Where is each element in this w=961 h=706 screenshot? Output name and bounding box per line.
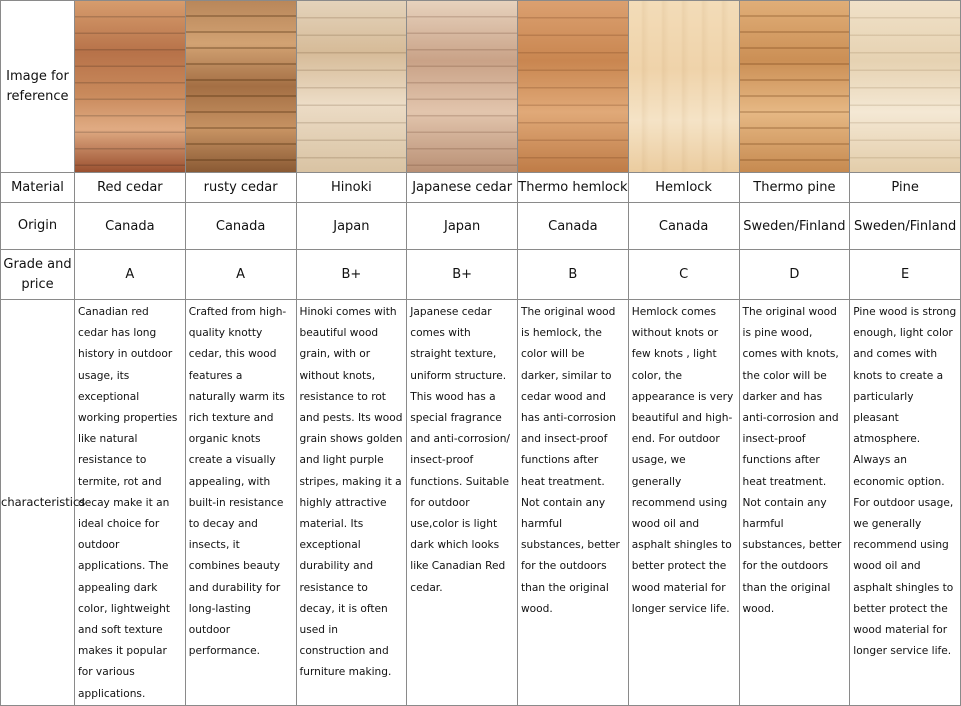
origin-row <box>1 203 961 250</box>
material-cell: Thermo hemlock <box>518 173 629 203</box>
material-cell: Hemlock <box>628 173 739 203</box>
characteristics-cell: Japanese cedar comes with straight texture, uniform structure. This wood has a special fragrance and anti-corrosion/ insect-proof functions. Suitable for outdoor use,color is light dark which looks like Canadian Red cedar. <box>407 300 518 706</box>
characteristics-cell: Hinoki comes with beautiful wood grain, with or without knots, resistance to rot and pests. Its wood grain shows golden and light purple stripes, making it a highly attractive material. Its exceptional durability and resistance to decay, it is often used in construction and furniture making. <box>296 300 407 706</box>
wood-texture-image <box>75 1 185 172</box>
grade-cell: A <box>185 250 296 300</box>
origin-cell: Japan <box>407 203 518 250</box>
row-label-characteristics: characteristics <box>1 300 75 706</box>
wood-swatch-pine <box>850 1 961 173</box>
wood-swatch-thermo-hemlock <box>518 1 629 173</box>
wood-swatch-thermo-pine <box>739 1 850 173</box>
material-row <box>1 173 961 203</box>
grade-row <box>1 250 961 300</box>
characteristics-cell: Pine wood is strong enough, light color and comes with knots to create a particularly pleasant atmosphere. Always an economic option. For outdoor usage, we generally recommend using wood oil and asphalt shingles to better protect the wood material for longer service life. <box>850 300 961 706</box>
row-label-grade: Grade and price <box>1 250 75 300</box>
origin-cell: Sweden/Finland <box>850 203 961 250</box>
row-label-origin: Origin <box>1 203 75 250</box>
wood-texture-image <box>850 1 960 172</box>
wood-texture-image <box>297 1 407 172</box>
grade-cell: E <box>850 250 961 300</box>
characteristics-cell: Hemlock comes without knots or few knots , light color, the appearance is very beautiful and high-end. For outdoor usage, we generally recommend using wood oil and asphalt shingles to better protect the wood material for longer service life. <box>628 300 739 706</box>
characteristics-cell: Canadian red cedar has long history in outdoor usage, its exceptional working properties like natural resistance to termite, rot and decay make it an ideal choice for outdoor applications. The appealing dark color, lightweight and soft texture makes it popular for various applications. <box>75 300 186 706</box>
wood-swatch-hinoki <box>296 1 407 173</box>
image-row <box>1 1 961 173</box>
grade-cell: B+ <box>296 250 407 300</box>
wood-swatch-hemlock <box>628 1 739 173</box>
characteristics-row <box>1 300 961 706</box>
characteristics-cell: The original wood is pine wood, comes with knots, the color will be darker and has anti-corrosion and insect-proof functions after heat treatment. Not contain any harmful substances, better for the outdoors than the original wood. <box>739 300 850 706</box>
wood-texture-image <box>186 1 296 172</box>
material-cell: Pine <box>850 173 961 203</box>
grade-cell: D <box>739 250 850 300</box>
grade-cell: B <box>518 250 629 300</box>
characteristics-cell: Crafted from high-quality knotty cedar, this wood features a naturally warm its rich texture and organic knots create a visually appealing, with built-in resistance to decay and insects, it combines beauty and durability for long-lasting outdoor performance. <box>185 300 296 706</box>
wood-texture-image <box>629 1 739 172</box>
characteristics-cell: The original wood is hemlock, the color will be darker, similar to cedar wood and has anti-corrosion and insect-proof functions after heat treatment. Not contain any harmful substances, better for the outdoors than the original wood. <box>518 300 629 706</box>
wood-swatch-japanese-cedar <box>407 1 518 173</box>
material-cell: Red cedar <box>75 173 186 203</box>
origin-cell: Canada <box>628 203 739 250</box>
row-label-image: Image for reference <box>1 1 75 173</box>
wood-swatch-rusty-cedar <box>185 1 296 173</box>
wood-texture-image <box>407 1 517 172</box>
material-cell: Japanese cedar <box>407 173 518 203</box>
origin-cell: Canada <box>185 203 296 250</box>
material-cell: Thermo pine <box>739 173 850 203</box>
origin-cell: Sweden/Finland <box>739 203 850 250</box>
material-cell: Hinoki <box>296 173 407 203</box>
wood-swatch-red-cedar <box>75 1 186 173</box>
origin-cell: Canada <box>75 203 186 250</box>
origin-cell: Canada <box>518 203 629 250</box>
row-label-material: Material <box>1 173 75 203</box>
wood-texture-image <box>740 1 850 172</box>
grade-cell: A <box>75 250 186 300</box>
grade-cell: C <box>628 250 739 300</box>
material-cell: rusty cedar <box>185 173 296 203</box>
wood-texture-image <box>518 1 628 172</box>
grade-cell: B+ <box>407 250 518 300</box>
origin-cell: Japan <box>296 203 407 250</box>
